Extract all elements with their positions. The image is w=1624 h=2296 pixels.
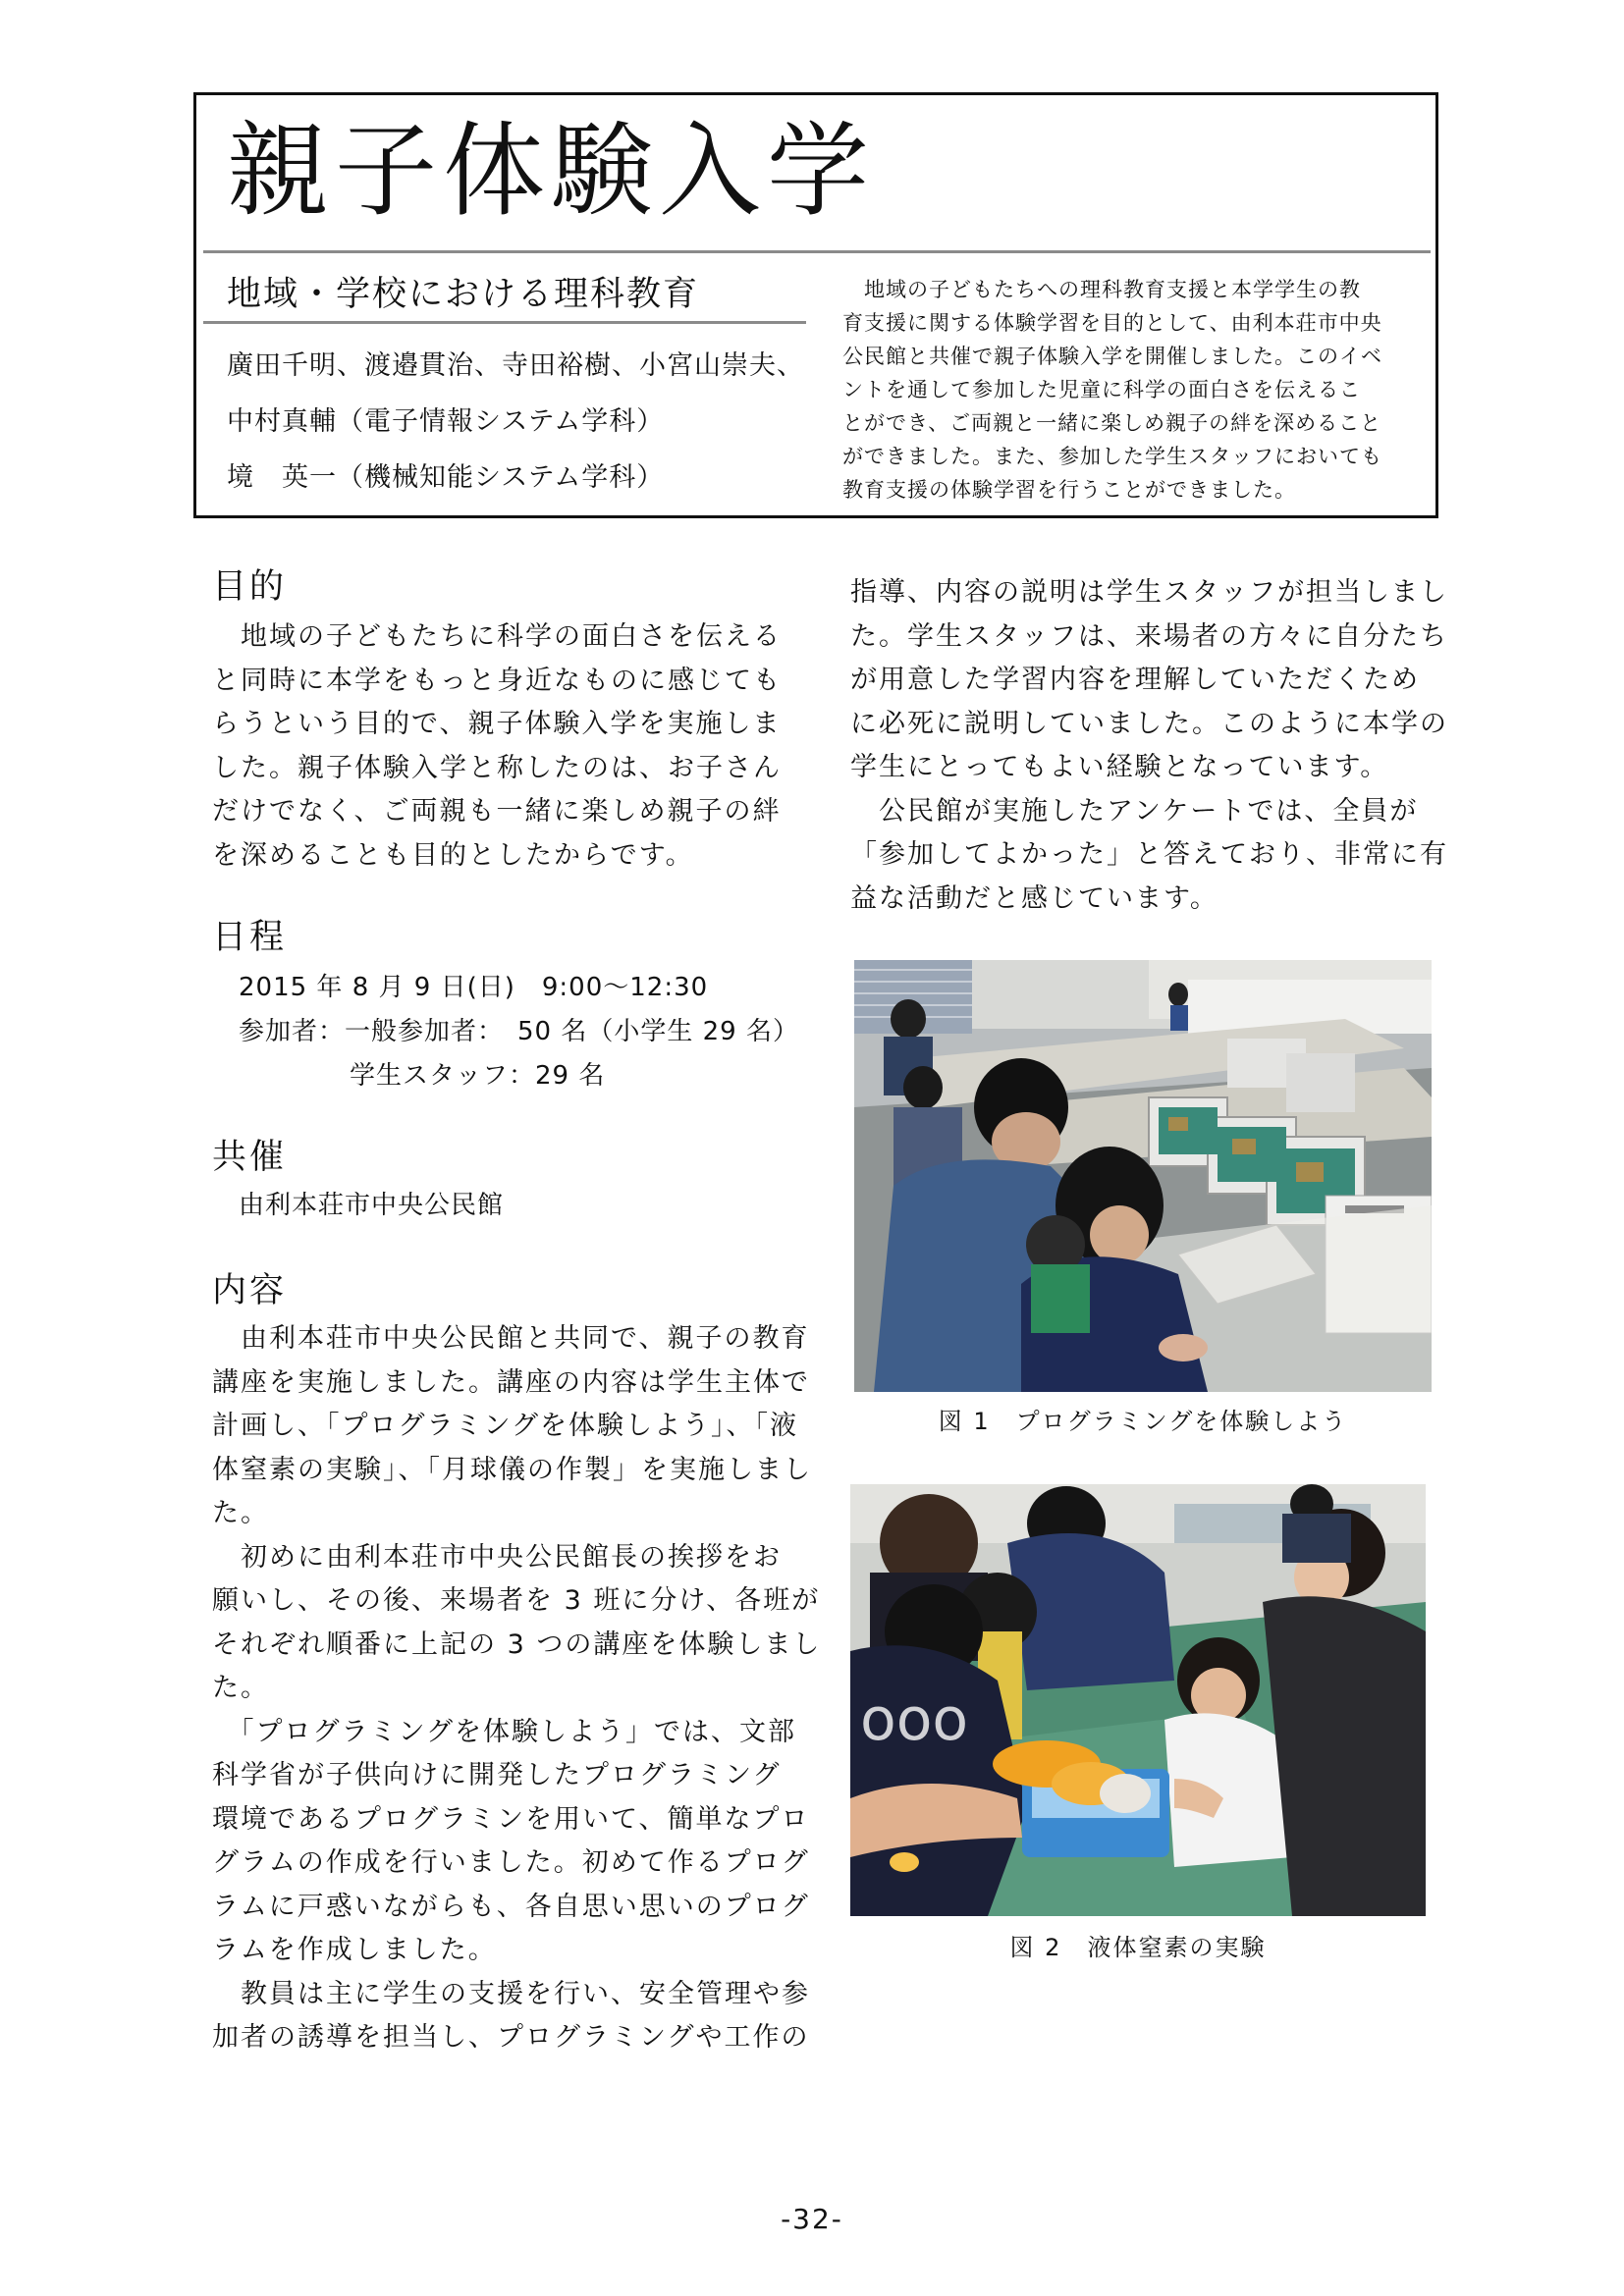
page-title: 親子体験入学 <box>227 111 876 231</box>
title-divider <box>203 250 1431 253</box>
text-line: 学生にとってもよい経験となっています。 <box>850 752 1389 782</box>
text-line: 体窒素の実験」、「月球儀の作製」を実施しまし <box>212 1454 812 1485</box>
text-line: を深めることも目的としたからです。 <box>212 839 694 871</box>
text-line: と同時に本学をもっと身近なものに感じても <box>212 665 782 696</box>
author-line: 廣田千明、渡邉貫治、寺田裕樹、小宮山崇夫、 <box>227 350 804 381</box>
text-line: 計画し、「プログラミングを体験しよう」、「液 <box>212 1411 798 1441</box>
subtitle: 地域・学校における理科教育 <box>227 275 700 314</box>
schedule-date: 2015 年 8 月 9 日(日) 9:00〜12:30 <box>239 973 709 1002</box>
text-line: 環境であるプログラミンを用いて、簡単なプロ <box>212 1803 810 1835</box>
abstract-line: 育支援に関する体験学習を目的として、由利本荘市中央 <box>842 311 1382 335</box>
text-line: ラムに戸惑いながらも、各自思い思いのプログ <box>212 1891 810 1922</box>
author-line: 境 英一（機械知能システム学科） <box>227 462 665 493</box>
content-body <box>212 1317 821 2060</box>
abstract-line: 公民館と共催で親子体験入学を開催しました。このイベ <box>842 345 1382 368</box>
text-line: 加者の誘導を担当し、プログラミングや工作の <box>212 2022 810 2053</box>
figure-2-photo <box>850 1484 1426 1916</box>
subtitle-divider <box>203 321 806 324</box>
heading-purpose: 目的 <box>212 567 288 607</box>
heading-schedule: 日程 <box>212 918 288 957</box>
schedule-body <box>239 966 799 1098</box>
text-line: グラムの作成を行いました。初めて作るプログ <box>212 1847 810 1878</box>
text-line: ラムを作成しました。 <box>212 1935 497 1965</box>
text-line: 初めに由利本荘市中央公民館長の挨拶をお <box>212 1541 782 1573</box>
text-line: 講座を実施しました。講座の内容は学生主体で <box>212 1366 810 1398</box>
text-line: た。 <box>212 1673 269 1703</box>
text-line: が用意した学習内容を理解していただくため <box>850 665 1420 695</box>
content-continued <box>850 571 1448 921</box>
abstract-line: 地域の子どもたちへの理科教育支援と本学学生の教 <box>842 278 1361 301</box>
text-line: だけでなく、ご両親も一緒に楽しめ親子の絆 <box>212 796 782 827</box>
schedule-staff: 学生スタッフ：29 名 <box>350 1061 606 1091</box>
text-line: 教員は主に学生の支援を行い、安全管理や参 <box>212 1978 810 2009</box>
author-list <box>227 347 804 514</box>
text-line: 益な活動だと感じています。 <box>850 882 1218 914</box>
figure-2-caption: 図 2 液体窒素の実験 <box>1009 1934 1267 1961</box>
text-line: それぞれ順番に上記の 3 つの講座を体験しまし <box>212 1629 822 1660</box>
abstract-line: ントを通して参加した児童に科学の面白さを伝えるこ <box>842 378 1361 401</box>
text-line: に必死に説明していました。このように本学の <box>850 708 1448 739</box>
schedule-participants: 参加者：一般参加者： 50 名（小学生 29 名） <box>239 1017 799 1046</box>
cohost-body <box>239 1184 504 1228</box>
page-number: -32- <box>781 2203 843 2235</box>
abstract-line: とができ、ご両親と一緒に楽しめ親子の絆を深めること <box>842 411 1382 435</box>
text-line: 「参加してよかった」と答えており、非常に有 <box>850 839 1448 870</box>
text-line: 由利本荘市中央公民館と共同で、親子の教育 <box>212 1323 810 1354</box>
figure-1-photo <box>854 960 1432 1392</box>
text-line: らうという目的で、親子体験入学を実施しま <box>212 709 782 739</box>
figure-1-caption: 図 1 プログラミングを体験しよう <box>938 1408 1348 1435</box>
text-line: た。学生スタッフは、来場者の方々に自分たち <box>850 620 1448 652</box>
text-line: 「プログラミングを体験しよう」では、文部 <box>212 1716 796 1747</box>
svg-text:ooo: ooo <box>860 1685 969 1754</box>
abstract-line: 教育支援の体験学習を行うことができました。 <box>842 478 1296 502</box>
text-line: 願いし、その後、来場者を 3 班に分け、各班が <box>212 1585 821 1616</box>
text-line: 科学省が子供向けに開発したプログラミング <box>212 1760 782 1790</box>
heading-cohost: 共催 <box>212 1138 288 1177</box>
abstract <box>842 273 1388 507</box>
text-line: 地域の子どもたちに科学の面白さを伝える <box>212 621 782 652</box>
text-line: した。親子体験入学と称したのは、お子さん <box>212 752 782 783</box>
abstract-line: ができました。また、参加した学生スタッフにおいても <box>842 445 1382 468</box>
heading-content: 内容 <box>212 1271 288 1310</box>
text-line: 指導、内容の説明は学生スタッフが担当しまし <box>850 577 1448 608</box>
author-line: 中村真輔（電子情報システム学科） <box>227 406 665 437</box>
text-line: 公民館が実施したアンケートでは、全員が <box>850 795 1419 827</box>
cohost-text: 由利本荘市中央公民館 <box>239 1191 505 1220</box>
text-line: た。 <box>212 1498 269 1528</box>
purpose-body <box>212 615 782 878</box>
